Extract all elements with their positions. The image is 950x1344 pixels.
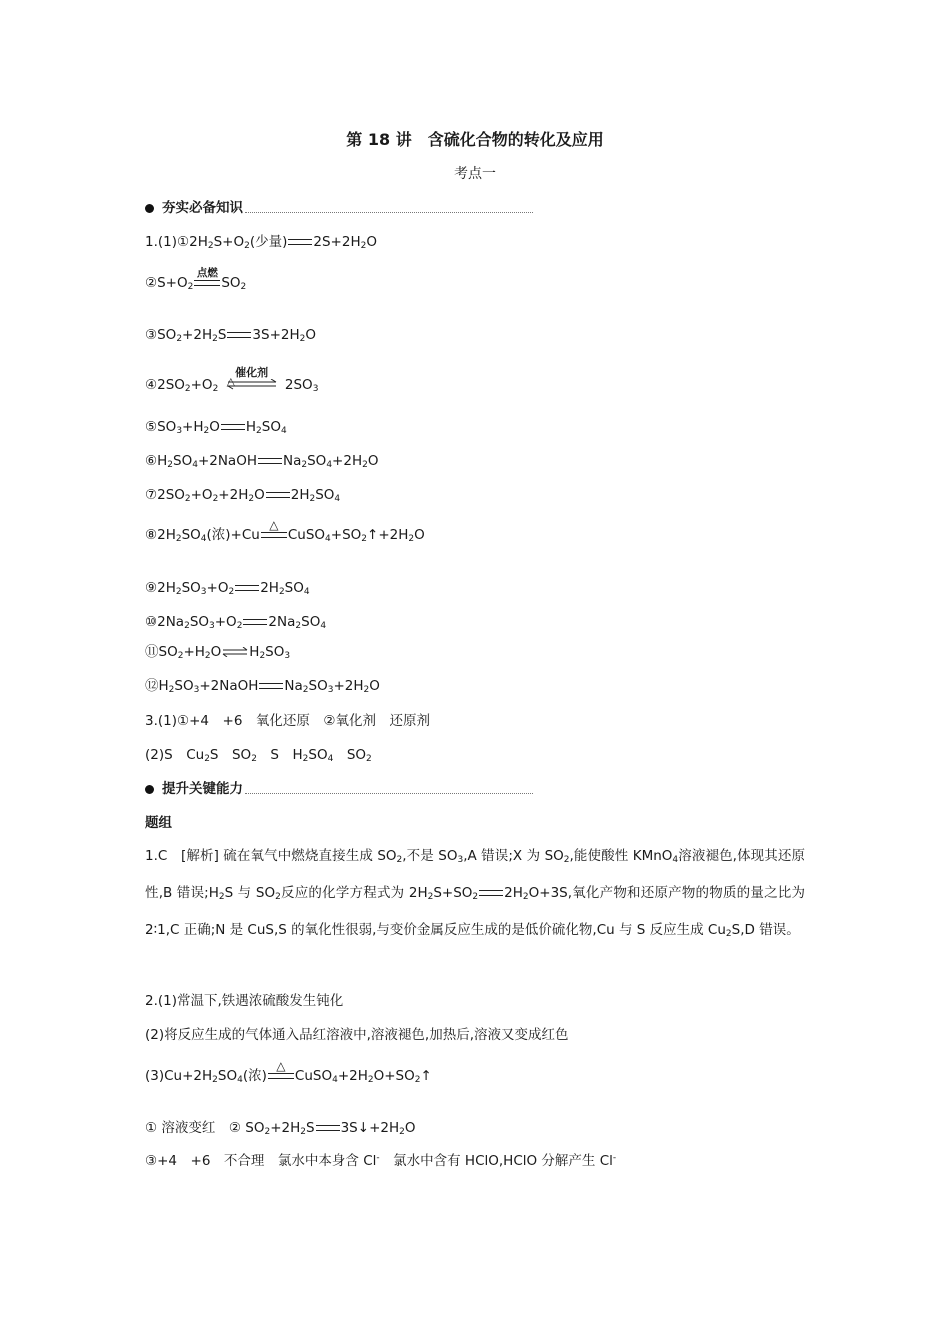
bullet-icon <box>145 785 154 794</box>
group-label: 题组 <box>145 815 172 831</box>
equals-sign <box>235 585 259 591</box>
question-2-line-5: ③+4 +6 不合理 氯水中本身含 Cl- 氯水中含有 HClO,HClO 分解产生 Cl- <box>145 1153 617 1169</box>
reaction-2: $②S+O_2$ 点燃 $SO_2$ <box>145 267 247 292</box>
reaction-3: $③SO_2+2H_2S$ $3S+2H_2O$ <box>145 327 317 344</box>
reversible-arrow-icon: 催化剂 △ <box>227 379 277 391</box>
equals-sign <box>316 1125 340 1131</box>
question-2-line-3: $(3)Cu+2H_2SO_4$(浓) △ $CuSO_4+2H_2O+SO_2↑$ <box>145 1059 432 1085</box>
equals-sign <box>479 890 503 896</box>
equals-sign <box>227 332 251 338</box>
dotted-divider <box>245 204 533 213</box>
reaction-11: $⑪SO_2+H_2O$ $H_2SO_3$ <box>145 644 291 661</box>
question-1-explanation: 1.C [解析] 硫在氧气中燃烧直接生成 $SO_2$,不是 $SO_3,A$ 错误;X 为 $SO_2$,能使酸性 KMnO$_4$溶液褪色,体现其还原性,B 错误$;H_2S$ 与 $SO_2$反应的化学方程式为 $2H_2S+SO_2$ $2H_2O+3S$,氧化产物和还原产物的物质的量之比为 2∶1,C 正确;N 是 CuS,S 的氧化性很弱,与变价金属反应生成的是低价硫化物,Cu 与 S 反应生成 $Cu_2S,D$ 错误。 <box>145 848 805 939</box>
section-label: 提升关键能力 <box>162 781 243 797</box>
reaction-7: $⑦2SO_2+O_2+2H_2O$ $2H_2SO_4$ <box>145 487 341 504</box>
question-2-line-2: (2)将反应生成的气体通入品红溶液中,溶液褪色,加热后,溶液又变成红色 <box>145 1027 569 1043</box>
equals-sign <box>259 683 283 689</box>
reversible-arrow-icon <box>222 647 248 657</box>
reaction-1: $1.(1)①2H_2S+O_2$(少量) $2S+2H_2O$ <box>145 234 377 251</box>
question-2-line-1: 2.(1)常温下,铁遇浓硫酸发生钝化 <box>145 993 344 1009</box>
bullet-icon <box>145 204 154 213</box>
reaction-10: $⑩2Na_2SO_3+O_2$ $2Na_2SO_4$ <box>145 614 327 631</box>
equals-sign <box>221 424 245 430</box>
equals-sign <box>288 239 312 245</box>
reaction-8: $⑧2H_2SO_4$(浓)+Cu △ $CuSO_4+SO_2↑+2H_2O$ <box>145 518 425 544</box>
page-title: 第 18 讲 含硫化合物的转化及应用 <box>346 130 604 149</box>
equals-sign <box>243 619 267 625</box>
section-header-knowledge <box>145 199 533 217</box>
condition-equals: △ <box>261 532 287 538</box>
equals-sign <box>266 492 290 498</box>
answer-3-part2: (2)S $Cu_2S$ $SO_2$ S $H_2SO_4$ $SO_2$ <box>145 747 372 764</box>
reaction-5: $⑤SO_3+H_2O$ $H_2SO_4$ <box>145 419 287 436</box>
section-label: 夯实必备知识 <box>162 200 243 216</box>
answer-3: 3.(1)①+4 +6 氧化还原 ②氧化剂 还原剂 <box>145 713 431 729</box>
page-subtitle: 考点一 <box>454 166 496 182</box>
question-2-line-4: ① 溶液变红 ② $SO_2+2H_2S$ $3S↓+2H_2O$ <box>145 1120 416 1137</box>
condition-equals: △ <box>268 1073 294 1079</box>
condition-equals: 点燃 <box>194 280 220 286</box>
reaction-4: $④2SO_2+O_2$ 催化剂 △ $2SO_3$ <box>145 366 319 394</box>
section-header-ability <box>145 780 533 798</box>
reaction-9: $⑨2H_2SO_3+O_2$ $2H_2SO_4$ <box>145 580 310 597</box>
reaction-6: $⑥H_2SO_4+2NaOH$ $Na_2SO_4+2H_2O$ <box>145 453 379 470</box>
reaction-12: $⑫H_2SO_3+2NaOH$ $Na_2SO_3+2H_2O$ <box>145 678 380 695</box>
equals-sign <box>258 458 282 464</box>
dotted-divider <box>245 785 533 794</box>
